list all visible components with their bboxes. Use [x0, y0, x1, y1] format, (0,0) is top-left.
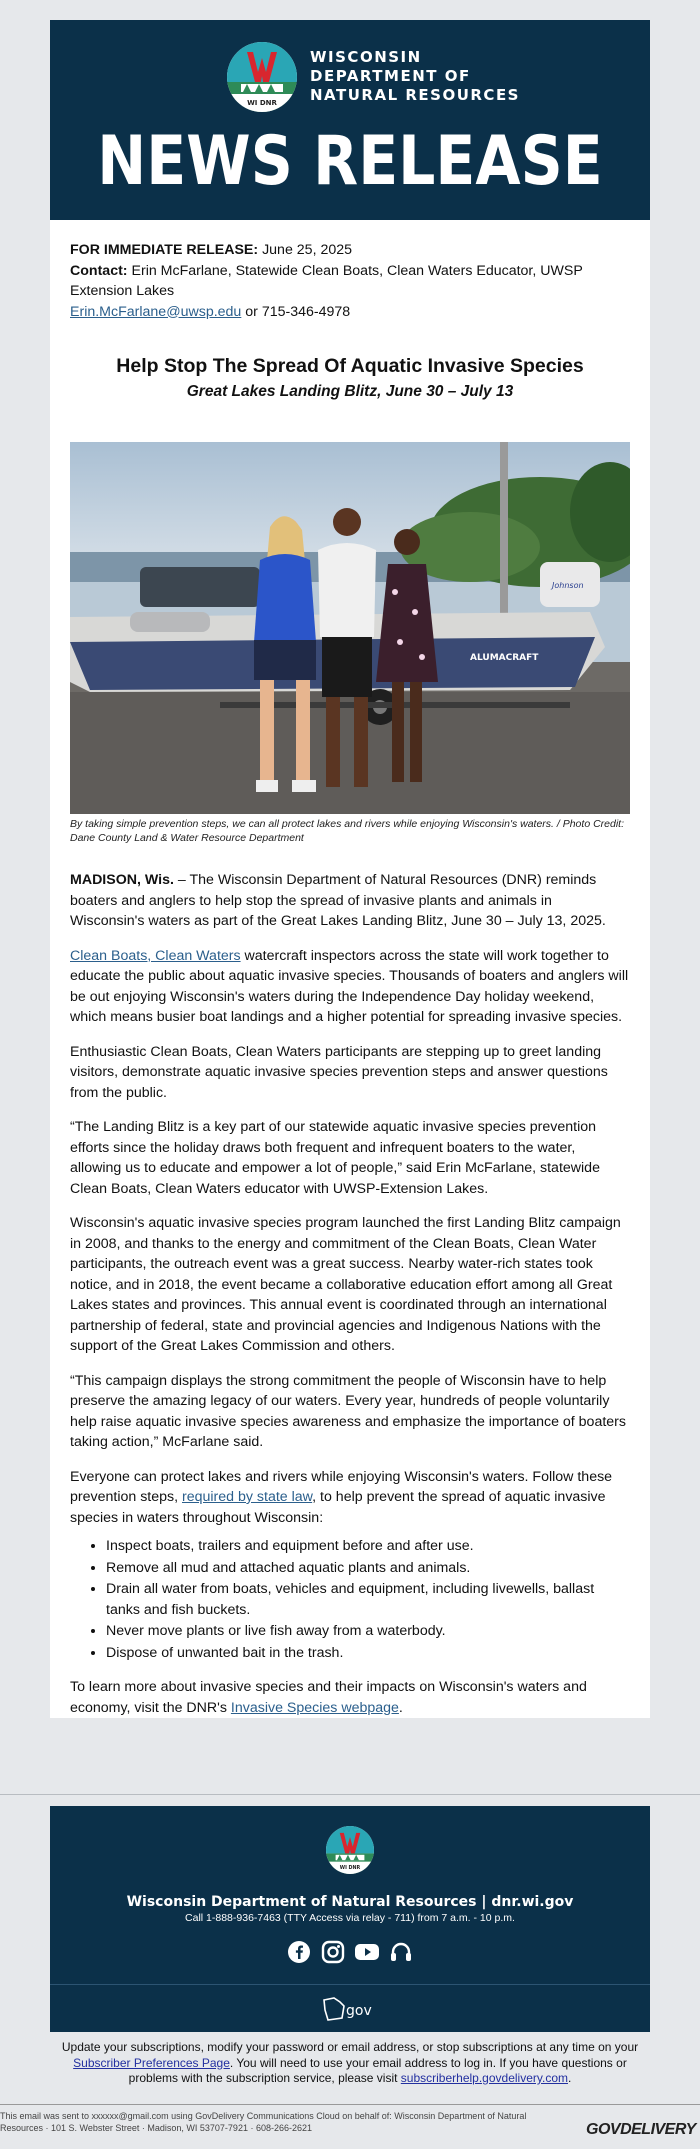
news-release-title: NEWS RELEASE: [97, 122, 603, 201]
footer-agency-name: Wisconsin Department of Natural Resources | dnr.wi.gov: [126, 1894, 574, 1910]
paragraph-history: Wisconsin's aquatic invasive species program launched the first Landing Blitz campaign in 2008, and thanks to the energy and commitment of the Clean Boats, Clean Water participants, the outreach event was a great success. Nearby water-rich states took notice, and in 2018, the event became a collaborative education effort among all Great Lakes states and provinces. This annual event is coordinated through an international partnership of federal, state and provincial agencies and Indigenous Nations with the support of the Great Lakes Commission and others.: [70, 1215, 621, 1354]
youtube-icon[interactable]: [355, 1940, 379, 1964]
list-item: • Drain all water from boats, vehicles and equipment, including livewells, ballast tanks and fish buckets.: [106, 1579, 630, 1620]
footer-divider: [0, 1794, 700, 1795]
subscription-text-end: .: [567, 2071, 572, 2085]
wi-dnr-logo: [227, 42, 297, 112]
contact-email-link[interactable]: Erin.McFarlane@uwsp.edu: [70, 303, 242, 320]
prevention-steps-list: [106, 1536, 630, 1663]
article-content: [50, 220, 650, 1718]
podcast-icon[interactable]: [389, 1940, 413, 1964]
list-item: • Never move plants or live fish away from a waterbody.: [106, 1621, 630, 1642]
footer: [50, 1806, 650, 2032]
article-photo: [70, 442, 630, 814]
paragraph-prevention: [70, 1467, 630, 1529]
contact-phone: or 715-346-4978: [245, 303, 351, 320]
masthead: [50, 20, 650, 220]
dateline: MADISON, Wis.: [70, 872, 174, 888]
learn-more-end: .: [398, 1699, 403, 1716]
prevention-text: Everyone can protect lakes and rivers while enjoying Wisconsin's waters. Follow these prevention steps,: [70, 1468, 613, 1505]
facebook-icon[interactable]: [287, 1940, 311, 1964]
instagram-icon[interactable]: [321, 1940, 345, 1964]
invasive-species-link[interactable]: Invasive Species webpage: [230, 1699, 399, 1716]
footer-logo-text: WI DNR: [339, 1866, 361, 1872]
paragraph-learn-more: [70, 1677, 630, 1718]
clean-boats-link[interactable]: Clean Boats, Clean Waters: [70, 947, 241, 964]
subscriber-preferences-link[interactable]: Subscriber Preferences Page: [73, 2055, 230, 2070]
release-date: June 25, 2025: [262, 242, 353, 258]
agency-line: DEPARTMENT OF: [310, 67, 471, 85]
paragraph-intro: [70, 870, 630, 932]
boat-name: ALUMACRAFT: [470, 653, 539, 663]
state-law-link[interactable]: required by state law: [182, 1489, 313, 1505]
immediate-release-label: FOR IMMEDIATE RELEASE:: [70, 242, 259, 258]
photo-illustration: [70, 442, 630, 814]
logo-text: WI DNR: [247, 99, 277, 107]
social-links: [287, 1940, 413, 1964]
prevention-text-end: , to help prevent the spread of aquatic invasive species in waters throughout Wisconsin:: [70, 1489, 606, 1526]
agency-line: WISCONSIN: [310, 48, 422, 66]
release-info: [70, 220, 630, 322]
wisconsin-gov-logo: [322, 1996, 378, 2022]
paragraph-quote-2: “This campaign displays the strong commitment the people of Wisconsin have to help preserve the amazing legacy of our waters. Every year, hundreds of people voluntarily help raise aquatic invasive species awareness and emphasize the importance of boaters taking action,” McFarlane said.: [70, 1372, 626, 1450]
footer-dnr-logo: [326, 1826, 374, 1874]
learn-more-text: To learn more about invasive species and their impacts on Wisconsin's waters and economy, visit the DNR's: [70, 1679, 587, 1716]
subheadline: Great Lakes Landing Blitz, June 30 – July 13: [186, 383, 514, 400]
paragraph-quote-1: “The Landing Blitz is a key part of our statewide aquatic invasive species prevention efforts since the holiday draws both frequent and infrequent boaters to the water, allowing us to educate and empower a lot of people,” said Erin McFarlane, statewide Clean Boats, Clean Waters educator with UWSP-Extension Lakes.: [70, 1119, 600, 1197]
subscription-text: Update your subscriptions, modify your password or email address, or stop subscriptions at any time on your: [61, 2040, 639, 2054]
list-item: • Inspect boats, trailers and equipment before and after use.: [106, 1536, 630, 1557]
motor-brand: Johnson: [552, 581, 584, 590]
footer-separator: [50, 1984, 650, 1985]
paragraph-inspectors: [70, 946, 630, 1028]
list-item: • Dispose of unwanted bait in the trash.: [106, 1643, 630, 1664]
email-card: [50, 20, 650, 1718]
subscription-text-2: . You will need to use your email address to log in. If you have questions or problems with the subscription service, please visit: [128, 2055, 627, 2085]
paragraph-participants: Enthusiastic Clean Boats, Clean Waters participants are stepping up to greet landing visitors, demonstrate aquatic invasive species prevention steps and answer questions from the public.: [70, 1043, 608, 1101]
intro-text: – The Wisconsin Department of Natural Resources (DNR) reminds boaters and anglers to help stop the spread of invasive plants and animals in Wisconsin's waters as part of the Great Lakes Landing Blitz, June 30 – July 13, 2025.: [70, 872, 606, 929]
subscriber-help-link[interactable]: subscriberhelp.govdelivery.com: [400, 2071, 568, 2085]
sent-notice: This email was sent to xxxxxx@gmail.com using GovDelivery Communications Cloud on behalf of: Wisconsin Department of Natural Resources · 101 S. Webster Street · Madison, WI 53707-7921 · 608-266-2621: [0, 2111, 527, 2133]
bottom-divider: [0, 2104, 700, 2105]
footer-phone: Call 1-888-936-7463 (TTY Access via relay - 711) from 7 a.m. - 10 p.m.: [185, 1912, 515, 1924]
agency-name: [310, 48, 520, 105]
headline: Help Stop The Spread Of Aquatic Invasive Species: [116, 355, 584, 377]
gov-text: gov: [346, 2003, 372, 2019]
govdelivery-logo[interactable]: GOVDELIVERY: [586, 2121, 696, 2138]
contact-label: Contact:: [70, 262, 128, 279]
inspectors-text: watercraft inspectors across the state will work together to educate the public about aquatic invasive species. Thousands of boaters and anglers will be out enjoying Wisconsin's waters during the Independence Day holiday weekend, which means busier boat landings and a higher potential for spreading invasive species.: [70, 947, 629, 1025]
agency-line: NATURAL RESOURCES: [310, 86, 520, 104]
photo-caption: By taking simple prevention steps, we can all protect lakes and rivers while enjoying Wisconsin's waters. / Photo Credit: Dane County Land & Water Resource Department: [70, 818, 624, 844]
contact-text: Erin McFarlane, Statewide Clean Boats, Clean Waters Educator, UWSP Extension Lakes: [70, 262, 583, 299]
list-item: • Remove all mud and attached aquatic plants and animals.: [106, 1558, 630, 1579]
subscription-notice: [60, 2040, 640, 2087]
